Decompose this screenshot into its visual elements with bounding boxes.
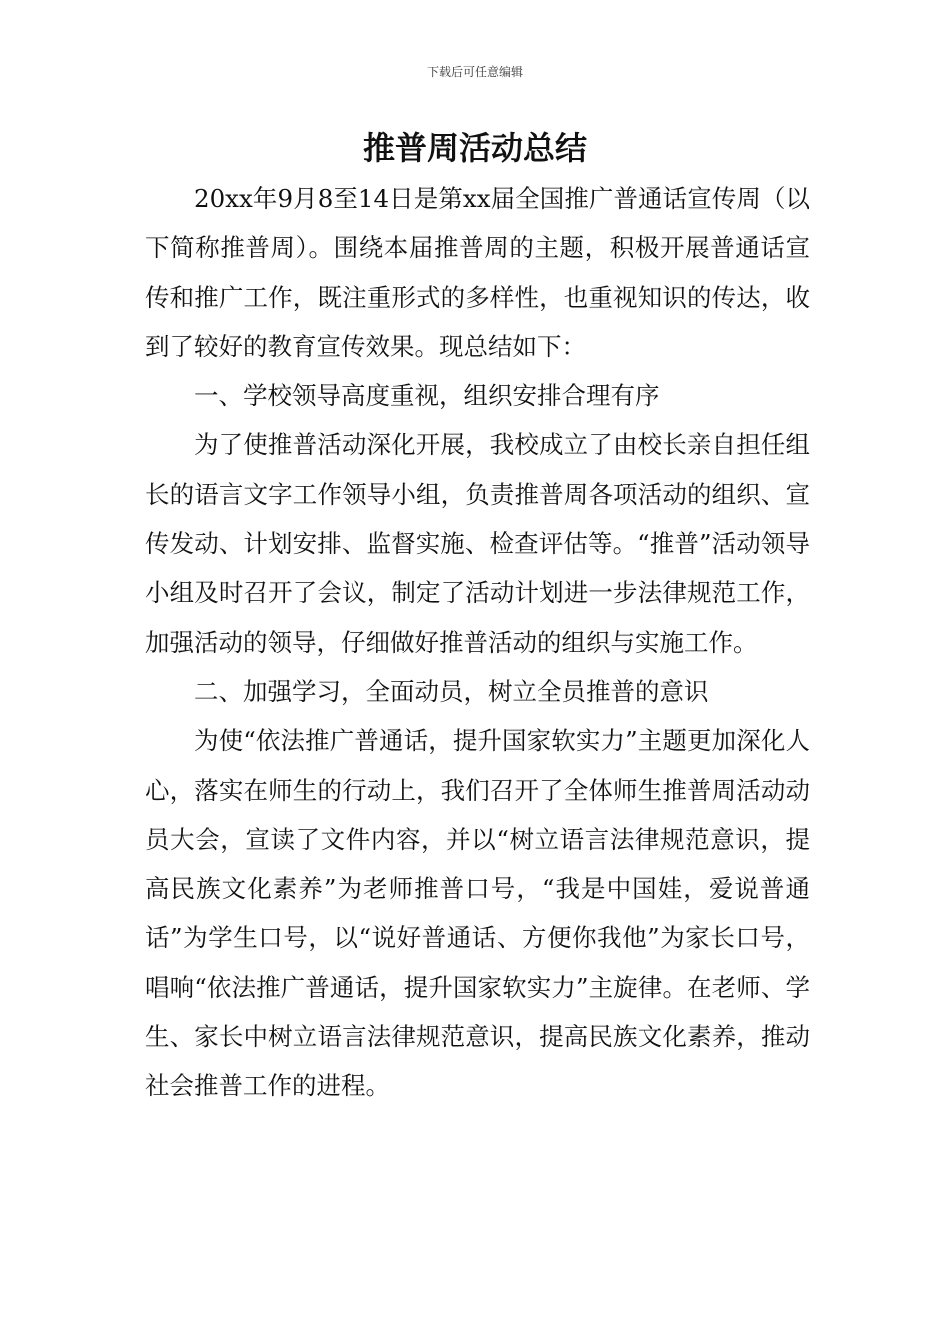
paragraph-section-2: 为使“依法推广普通话，提升国家软实力”主题更加深化人心，落实在师生的行动上，我们召开了全体师生推普周活动动员大会，宣读了文件内容，并以“树立语言法律规范意识，提高民族文化素养”为老师推普口号，“我是中国娃，爱说普通话”为学生口号，以“说好普通话、方便你我他”为家长口号，唱响“依法推广普通话，提升国家软实力”主旋律。在老师、学生、家长中树立语言法律规范意识，提高民族文化素养，推动社会推普工作的进程。 bbox=[145, 726, 810, 1101]
paragraph-intro: 20xx年9月8至14日是第xx届全国推广普通话宣传周（以下简称推普周）。围绕本届推普周的主题，积极开展普通话宣传和推广工作，既注重形式的多样性，也重视知识的传达，收到了较好的教育宣传效果。现总结如下： bbox=[145, 184, 810, 361]
document-title: 推普周活动总结 bbox=[362, 129, 587, 167]
document-body bbox=[145, 174, 810, 1111]
paragraph-section-1: 为了使推普活动深化开展，我校成立了由校长亲自担任组长的语言文字工作领导小组，负责推普周各项活动的组织、宣传发动、计划安排、监督实施、检查评估等。“推普”活动领导小组及时召开了会议，制定了活动计划进一步法律规范工作，加强活动的领导，仔细做好推普活动的组织与实施工作。 bbox=[145, 430, 810, 657]
section-heading-2: 二、加强学习，全面动员，树立全员推普的意识 bbox=[194, 676, 709, 706]
header-note: 下载后可任意编辑 bbox=[426, 65, 523, 79]
section-heading-1: 一、学校领导高度重视，组织安排合理有序 bbox=[194, 381, 660, 411]
